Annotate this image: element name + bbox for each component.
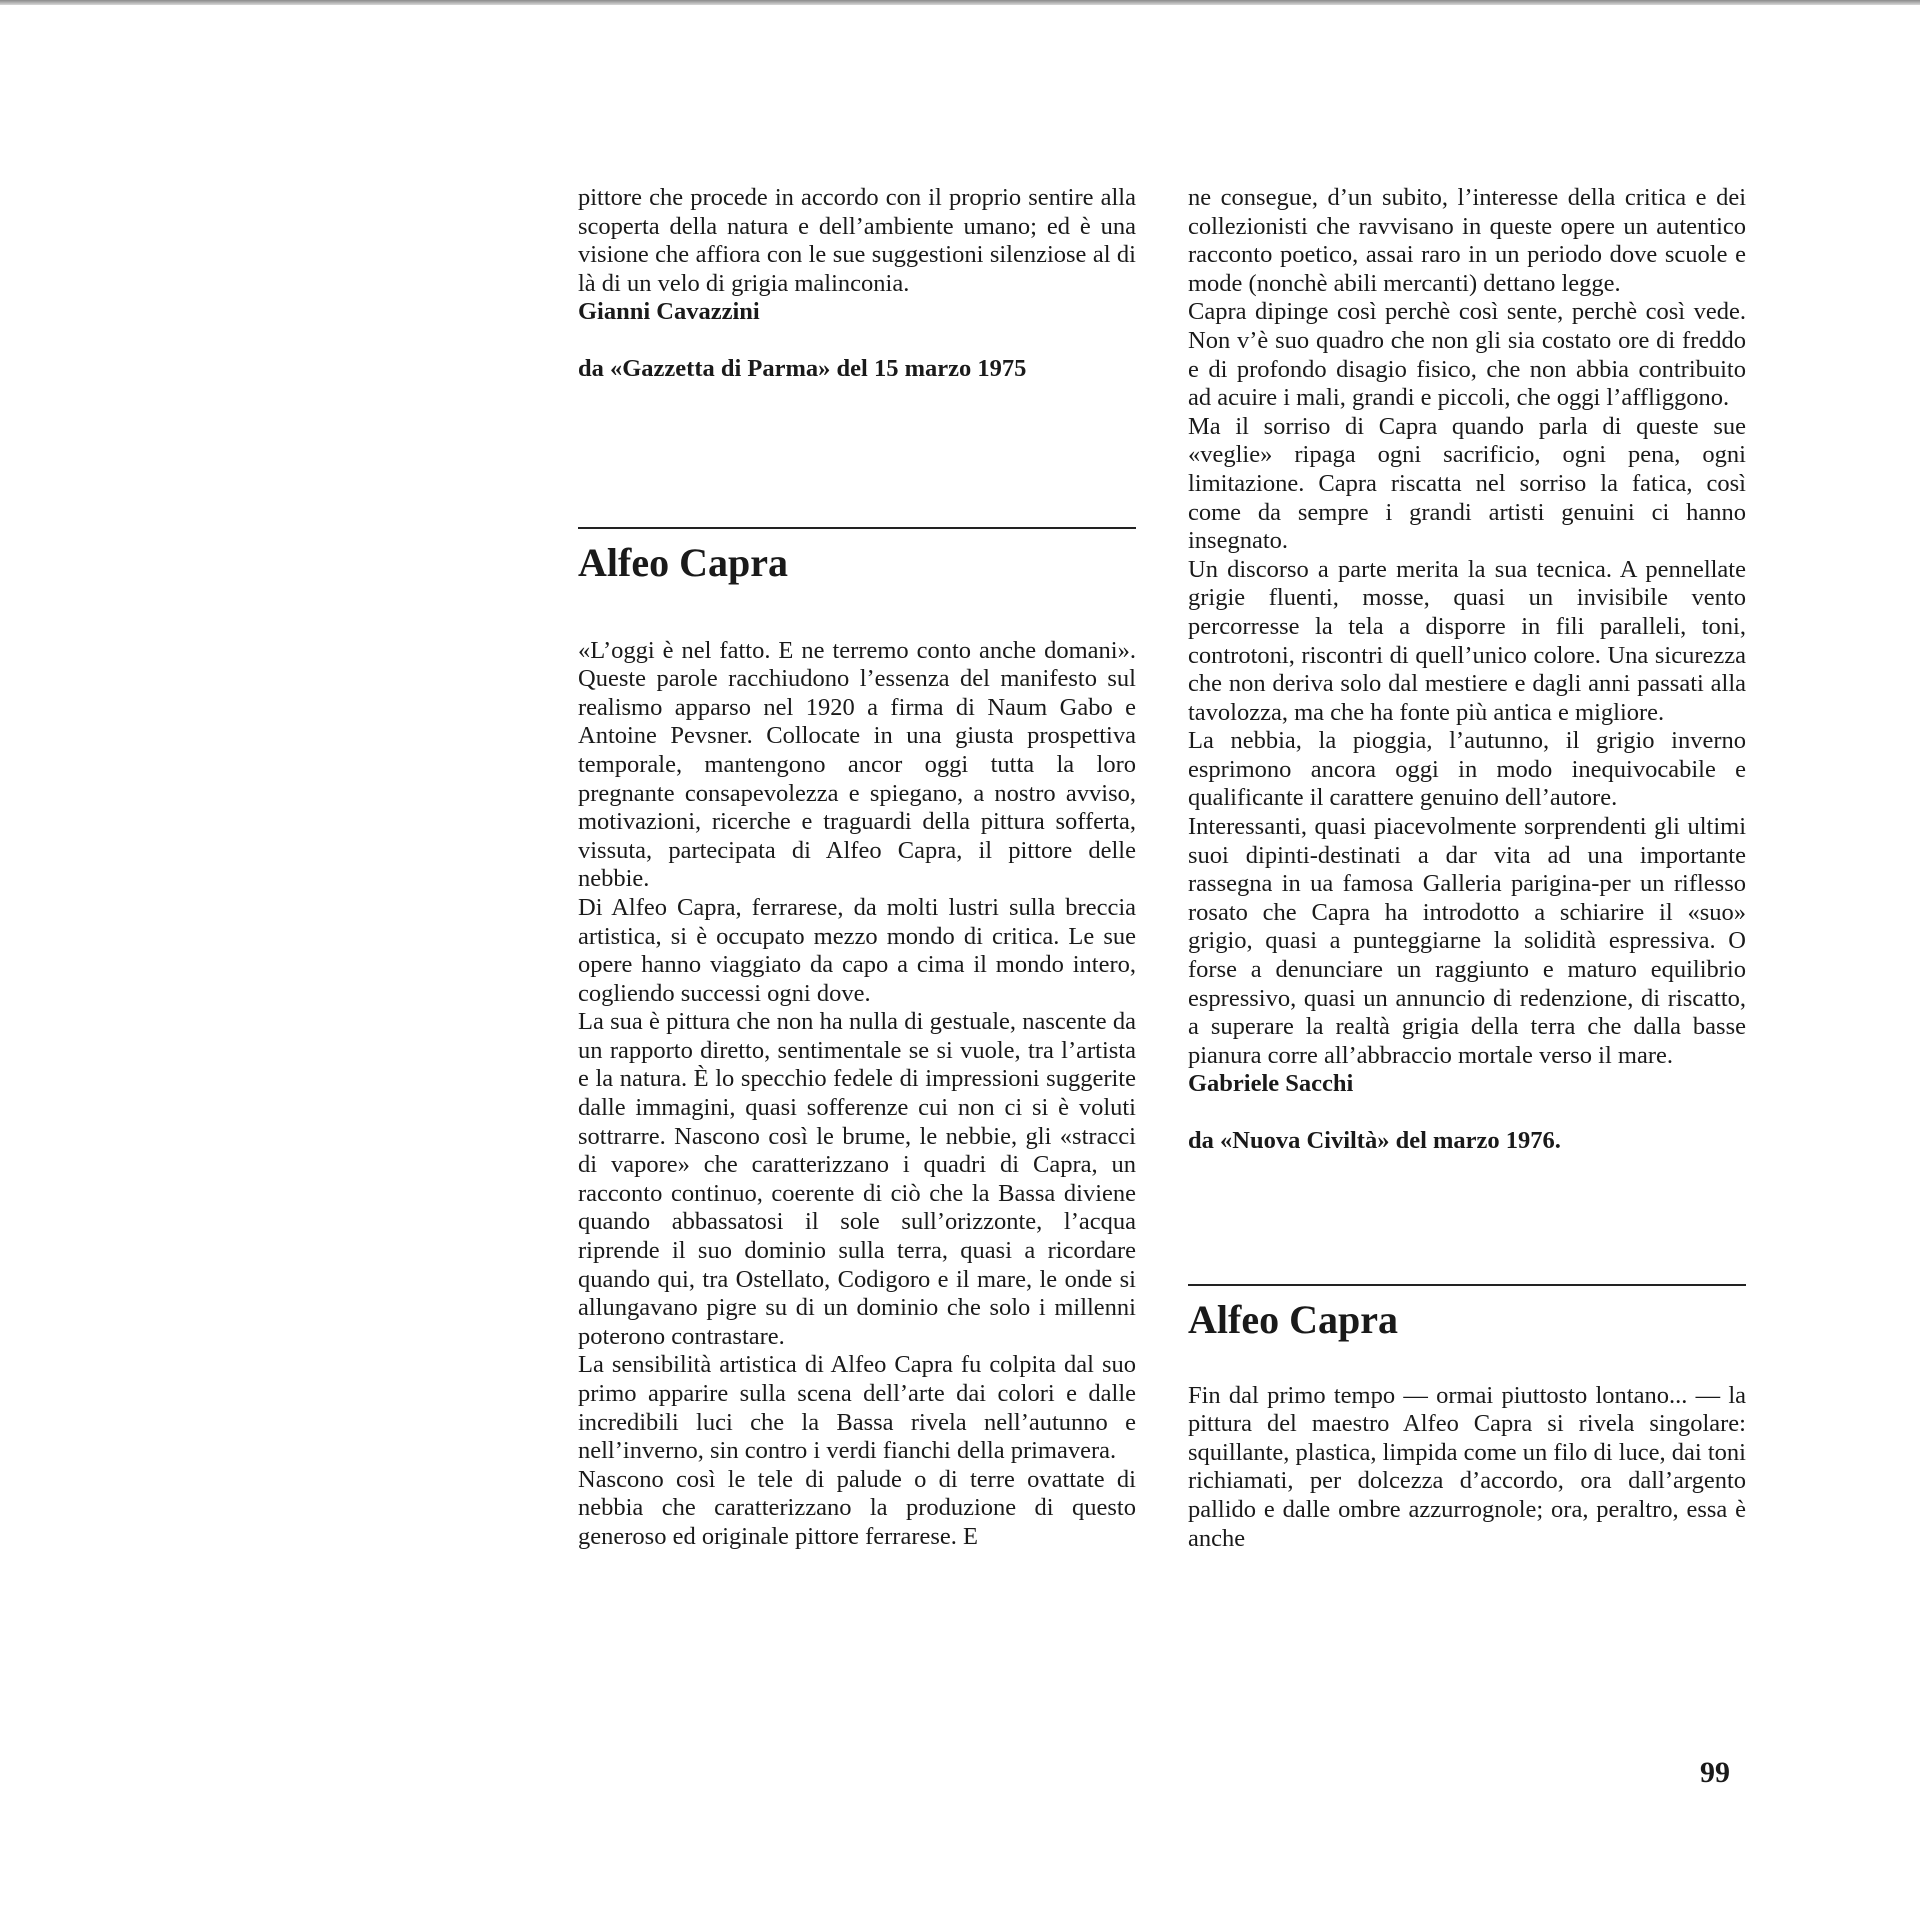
section-divider (578, 527, 1136, 529)
article-paragraph: La nebbia, la pioggia, l’autunno, il grigio inverno esprimono ancora oggi in modo inequivocabile e qualificante il carattere genuino dell’autore. (1188, 727, 1746, 812)
left-column (578, 184, 1136, 1552)
article-title-second: Alfeo Capra (1188, 1296, 1398, 1342)
article-source: da «Nuova Civiltà» del marzo 1976. (1188, 1127, 1561, 1154)
article-paragraph: Ma il sorriso di Capra quando parla di queste sue «veglie» ripaga ogni sacrificio, ogni pena, ogni limitazione. Capra riscatta nel sorriso la fatica, così come da sempre i grandi artisti genuini ci hanno insegnato. (1188, 412, 1746, 555)
page-top-edge (0, 0, 1920, 5)
article-paragraph: La sua è pittura che non ha nulla di gestuale, nascente da un rapporto diretto, sentimentale se si vuole, tra l’artista e la natura. È lo specchio fedele di impressioni suggerite dalle immagini, quasi sofferenze cui non ci si è voluti sottrarre. Nascono così le brume, le nebbie, gli «stracci di vapore» che caratterizzano i quadri di Capra, un racconto continuo, coerente di ciò che la Bassa diviene quando abbassatosi il sole sull’orizzonte, l’acqua riprende il suo dominio sulla terra, quasi a ricordare quando qui, tra Ostellato, Codigoro e il mare, le onde si allungavano pigre su di un dominio che solo i millenni poterono contrastare. (578, 1008, 1136, 1350)
article-title: Alfeo Capra (578, 539, 788, 585)
article-paragraph: La sensibilità artistica di Alfeo Capra fu colpita dal suo primo apparire sulla scena dell’arte dai colori e dalle incredibili luci che la Bassa rivela nell’autunno e nell’inverno, sin contro i verdi fianchi della primavera. (578, 1351, 1136, 1465)
article-paragraph: «L’oggi è nel fatto. E ne terremo conto anche domani». Queste parole racchiudono l’essenza del manifesto sul realismo apparso nel 1920 a firma di Naum Gabo e Antoine Pevsner. Collocate in una giusta prospettiva temporale, mantengono ancor oggi tutta la loro pregnante consapevolezza e spiegano, a nostro avviso, motivazioni, ricerche e traguardi della pittura sofferta, vissuta, partecipata di Alfeo Capra, il pittore delle nebbie. (578, 636, 1136, 893)
article-paragraph: Capra dipinge così perchè così sente, perchè così vede. Non v’è suo quadro che non gli sia costato ore di freddo e di profondo disagio fisico, che non abbia contribuito ad acuire i mali, grandi e piccoli, che oggi l’affliggono. (1188, 298, 1746, 412)
article-paragraph: Un discorso a parte merita la sua tecnica. A pennellate grigie fluenti, mosse, quasi un invisibile vento percorresse la tela a disporre in fili paralleli, toni, controtoni, riscontri di quell’unico colore. Una sicurezza che non deriva solo dal mestiere e dagli anni passati alla tavolozza, ma che ha fonte più antica e migliore. (1188, 555, 1746, 726)
article-paragraph: ne consegue, d’un subito, l’interesse della critica e dei collezionisti che ravvisano in queste opere un autentico racconto poetico, assai raro in un periodo dove scuole e mode (nonchè abili mercanti) dettano legge. (1188, 184, 1746, 297)
page-number: 99 (1700, 1756, 1730, 1789)
intro-paragraph: pittore che procede in accordo con il proprio sentire alla scoperta della natura e dell’ambiente umano; ed è una visione che affiora con le sue suggestioni silenziose al di là di un velo di grigia malinconia. (578, 184, 1136, 297)
intro-source: da «Gazzetta di Parma» del 15 marzo 1975 (578, 354, 1027, 382)
article-author: Gabriele Sacchi (1188, 1070, 1354, 1098)
article-paragraph: Fin dal primo tempo — ormai piuttosto lontano... — la pittura del maestro Alfeo Capra si rivela singolare: squillante, plastica, limpida come un filo di luce, dai toni richiamati, per dolcezza d’accordo, ora dall’argento pallido e dalle ombre azzurrognole; ora, peraltro, essa è anche (1188, 1381, 1746, 1552)
section-divider (1188, 1284, 1746, 1286)
article-paragraph: Nascono così le tele di palude o di terre ovattate di nebbia che caratterizzano la produzione di questo generoso ed originale pittore ferrarese. E (578, 1465, 1136, 1550)
article-paragraph: Interessanti, quasi piacevolmente sorprendenti gli ultimi suoi dipinti-destinati a dar vita ad una importante rassegna in ua famosa Galleria parigina-per un riflesso rosato che Capra ha introdotto a schiarire il «suo» grigio, quasi a punteggiarne la solidità espressiva. O forse a denunciare un raggiunto e maturo equilibrio espressivo, quasi un annuncio di redenzione, di riscatto, a superare la realtà grigia della terra che dalla basse pianura corre all’abbraccio mortale verso il mare. (1188, 813, 1746, 1069)
intro-author: Gianni Cavazzini (578, 298, 760, 326)
right-column (1188, 184, 1746, 1553)
article-body (578, 637, 1136, 1552)
article-paragraph: Di Alfeo Capra, ferrarese, da molti lustri sulla breccia artistica, si è occupato mezzo mondo di critica. Le sue opere hanno viaggiato da capo a cima il mondo intero, cogliendo successi ogni dove. (578, 893, 1136, 1007)
